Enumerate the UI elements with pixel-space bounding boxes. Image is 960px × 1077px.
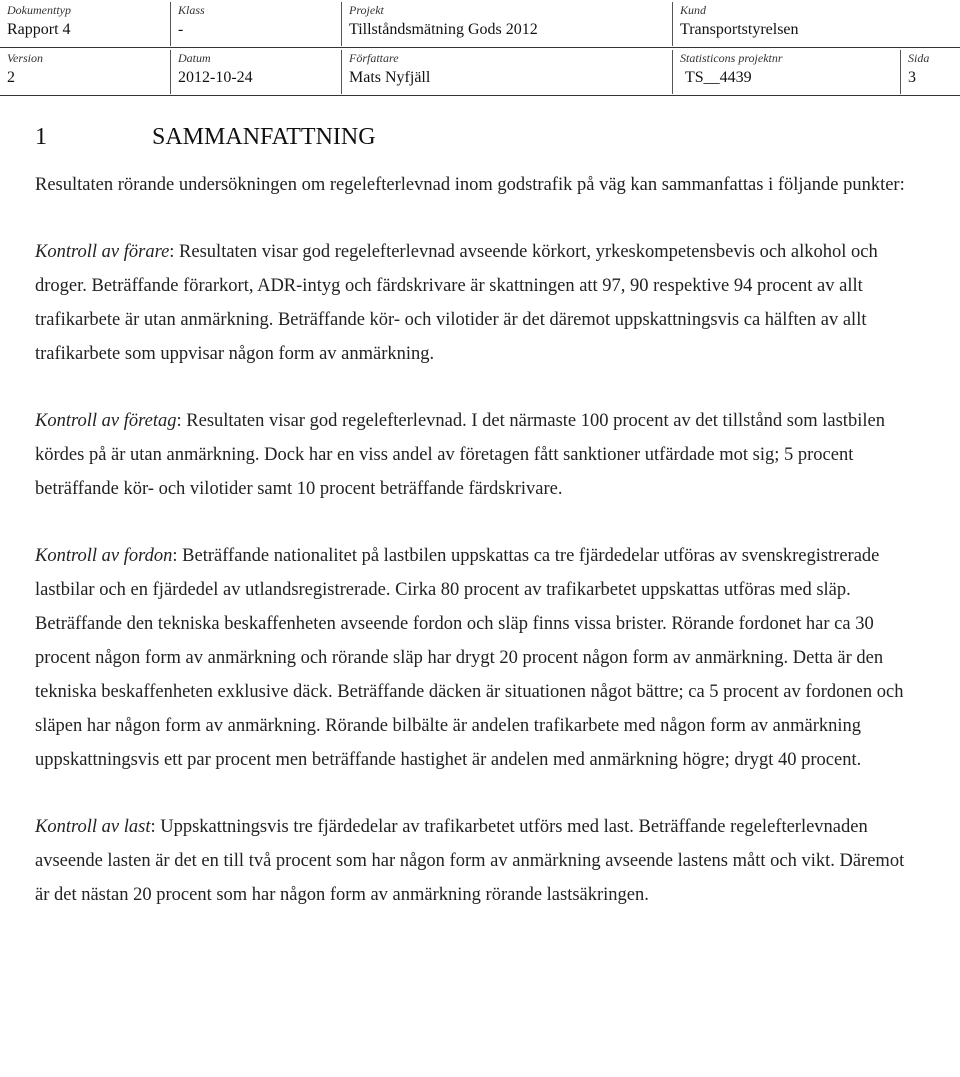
header-cell-sida (901, 48, 959, 96)
header-cell-projektnr (673, 48, 899, 96)
header-label: Författare (349, 51, 399, 65)
header-row-2 (0, 48, 960, 96)
intro-paragraph (35, 168, 915, 202)
paragraph-text: Resultaten rörande undersökningen om regelefterlevnad inom godstrafik på väg kan sammanfattas i följande punkter: (35, 175, 905, 195)
header-cell-dokumenttyp (0, 0, 170, 48)
header-label: Dokumenttyp (7, 3, 71, 17)
paragraph-lead: Kontroll av förare (35, 242, 170, 262)
section-heading (35, 124, 376, 151)
header-value: TS__4439 (685, 69, 752, 86)
header-rule (0, 95, 960, 96)
document-header (0, 0, 960, 96)
section-title: SAMMANFATTNING (152, 124, 376, 150)
paragraph-lead: Kontroll av företag (35, 411, 177, 431)
header-value: Rapport 4 (7, 21, 71, 38)
header-label: Datum (178, 51, 211, 65)
paragraph-text: : Resultaten visar god regelefterlevnad. I det närmaste 100 procent av det tillstånd som lastbilen kördes på är utan anmärkning. Dock har en viss andel av företagen fått sanktioner utfärdade mot sig; 5 procent beträffande kör- och vilotider samt 10 procent beträffande färdskrivare. (35, 411, 885, 499)
paragraph-text: : Uppskattningsvis tre fjärdedelar av trafikarbetet utförs med last. Beträffande regelefterlevnaden avseende lasten är det en till två procent som har någon form av anmärkning avseende lastens mått och vikt. Däremot är det nästan 20 procent som har någon form av anmärkning rörande lastsäkringen. (35, 817, 905, 905)
header-value: - (178, 21, 184, 38)
header-label: Version (7, 51, 43, 65)
paragraph-fordon (35, 539, 915, 777)
paragraph-forare (35, 235, 915, 371)
header-label: Statisticons projektnr (680, 51, 783, 65)
header-value: Transportstyrelsen (680, 21, 799, 38)
header-label: Sida (908, 51, 930, 65)
header-value: Mats Nyfjäll (349, 69, 431, 86)
header-value: Tillståndsmätning Gods 2012 (349, 21, 538, 38)
header-cell-projekt (342, 0, 672, 48)
paragraph-text: : Beträffande nationalitet på lastbilen uppskattas ca tre fjärdedelar utföras av svenskregistrerade lastbilar och en fjärdedel av utlandsregistrerade. Cirka 80 procent av trafikarbetet uppskattas utföras med släp. Beträffande den tekniska beskaffenheten avseende fordon och släp finns vissa brister. Rörande fordonet har ca 30 procent någon form av anmärkning och rörande släp har drygt 20 procent någon form av anmärkning. Detta är den tekniska beskaffenheten exklusive däck. Beträffande däcken är situationen något bättre; ca 5 procent av fordonen och släpen har någon form av anmärkning. Rörande bilbälte är andelen trafikarbete med någon form av anmärkning uppskattningsvis ett par procent men beträffande hastighet är andelen med anmärkning högre; drygt 40 procent. (35, 546, 904, 770)
header-value: 2 (7, 69, 15, 86)
paragraph-lead: Kontroll av fordon (35, 546, 173, 566)
header-cell-datum (171, 48, 341, 96)
header-label: Klass (178, 3, 205, 17)
header-label: Projekt (349, 3, 384, 17)
header-cell-version (0, 48, 170, 96)
paragraph-last (35, 810, 915, 912)
header-label: Kund (680, 3, 707, 17)
header-row-1 (0, 0, 960, 48)
header-cell-forfattare (342, 48, 672, 96)
header-value: 2012-10-24 (178, 69, 253, 86)
paragraph-text: : Resultaten visar god regelefterlevnad avseende körkort, yrkeskompetensbevis och alkohol och droger. Beträffande förarkort, ADR-intyg och färdskrivare är skattningen att 97, 90 respektive 94 procent av allt trafikarbete är utan anmärkning. Beträffande kör- och vilotider är det däremot uppskattningsvis ca hälften av allt trafikarbete som uppvisar någon form av anmärkning. (35, 242, 878, 364)
header-cell-kund (673, 0, 959, 48)
paragraph-lead: Kontroll av last (35, 817, 151, 837)
header-cell-klass (171, 0, 341, 48)
paragraph-foretag (35, 404, 915, 506)
document-body (35, 168, 915, 912)
page-number: 3 (908, 69, 916, 86)
section-number: 1 (35, 124, 47, 150)
